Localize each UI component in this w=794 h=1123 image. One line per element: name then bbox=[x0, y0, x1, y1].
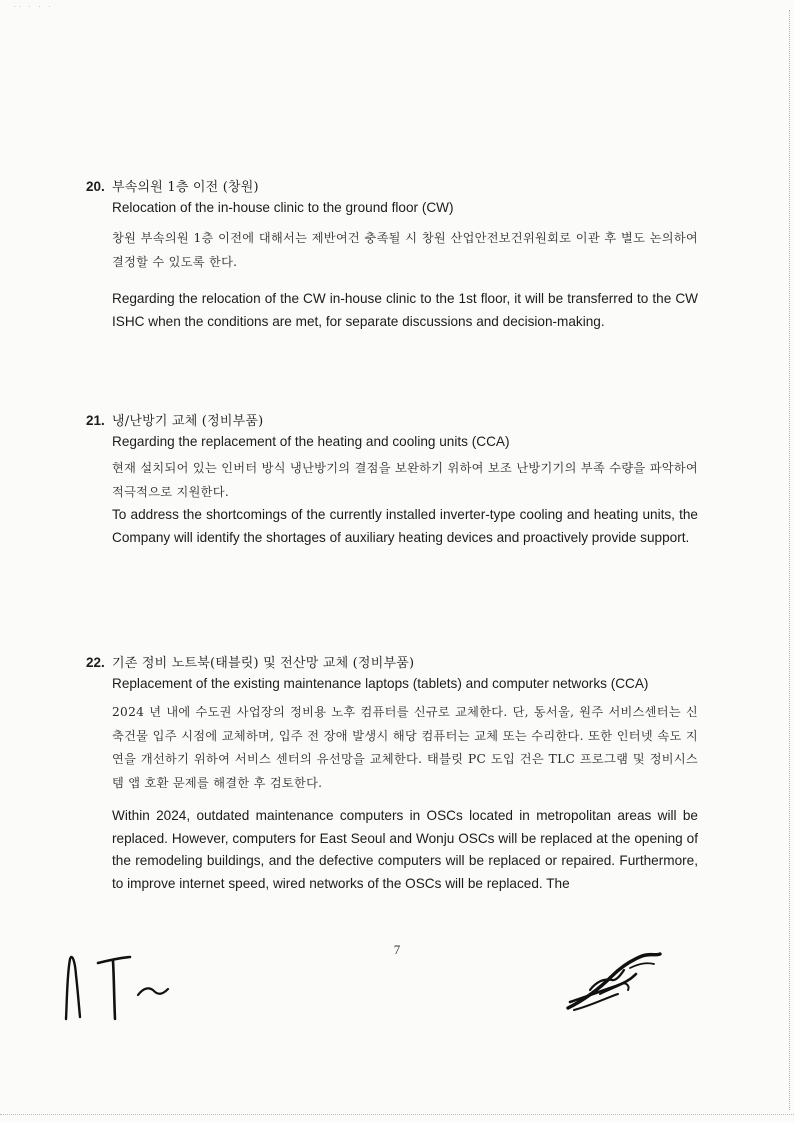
signature-initials-left bbox=[58, 945, 183, 1025]
section-title-ko: 냉/난방기 교체 (정비부품) bbox=[112, 414, 264, 429]
section-title-ko: 기존 정비 노트북(태블릿) 및 전산망 교체 (정비부품) bbox=[112, 656, 415, 671]
section-number: 20. bbox=[86, 179, 105, 194]
section-title-ko: 부속의원 1층 이전 (창원) bbox=[112, 180, 259, 195]
section-22 bbox=[86, 654, 698, 895]
section-title-en: Replacement of the existing maintenance laptops (tablets) and computer networks (CCA) bbox=[112, 676, 649, 691]
scan-edge-right bbox=[788, 10, 790, 1110]
section-title-en: Relocation of the in-house clinic to the ground floor (CW) bbox=[112, 200, 454, 215]
section-heading bbox=[86, 654, 698, 673]
section-body-ko: 현재 설치되어 있는 인버터 방식 냉난방기의 결점을 보완하기 위하여 보조 난방기기의 부족 수량을 파악하여 적극적으로 지원한다. bbox=[112, 461, 698, 499]
scan-corner-mark: ·· · · · bbox=[14, 4, 54, 11]
section-body-en: To address the shortcomings of the currently installed inverter-type cooling and heating units, the Company will identify the shortages of auxiliary heating devices and proactively provide support. bbox=[112, 507, 698, 545]
section-body-en: Within 2024, outdated maintenance computers in OSCs located in metropolitan areas will be replaced. However, computers for East Seoul and Wonju OSCs will be replaced at the opening of the remodeling buildings, and the defective computers will be replaced or repaired. Furthermore, to improve internet speed, wired networks of the OSCs will be replaced. The bbox=[112, 808, 698, 891]
page-number: 7 bbox=[393, 942, 401, 957]
section-number: 22. bbox=[86, 655, 105, 670]
section-body-en: Regarding the relocation of the CW in-house clinic to the 1st floor, it will be transferred to the CW ISHC when the conditions are met, for separate discussions and decision-making. bbox=[112, 291, 698, 329]
section-body-ko: 창원 부속의원 1층 이전에 대해서는 제반여건 충족될 시 창원 산업안전보건위원회로 이관 후 별도 논의하여 결정할 수 있도록 한다. bbox=[112, 231, 698, 269]
section-heading bbox=[86, 178, 698, 197]
section-title-en: Regarding the replacement of the heating and cooling units (CCA) bbox=[112, 434, 510, 449]
section-21 bbox=[86, 412, 698, 549]
section-number: 21. bbox=[86, 413, 105, 428]
signature-right bbox=[560, 950, 670, 1016]
section-20 bbox=[86, 178, 698, 333]
section-heading bbox=[86, 412, 698, 431]
scan-edge-bottom bbox=[0, 1114, 794, 1115]
section-body-ko: 2024 년 내에 수도권 사업장의 정비용 노후 컴퓨터를 신규로 교체한다. 단, 동서울, 원주 서비스센터는 신축건물 입주 시점에 교체하며, 입주 전 장애 발생시 해당 컴퓨터는 교체 또는 수리한다. 또한 인터넷 속도 지연을 개선하기 위하여 서비스 센터의 유선망을 교체한다. 태블릿 PC 도입 건은 TLC 프로그램 및 정비시스템 앱 호환 문제를 해결한 후 검토한다. bbox=[112, 705, 698, 790]
